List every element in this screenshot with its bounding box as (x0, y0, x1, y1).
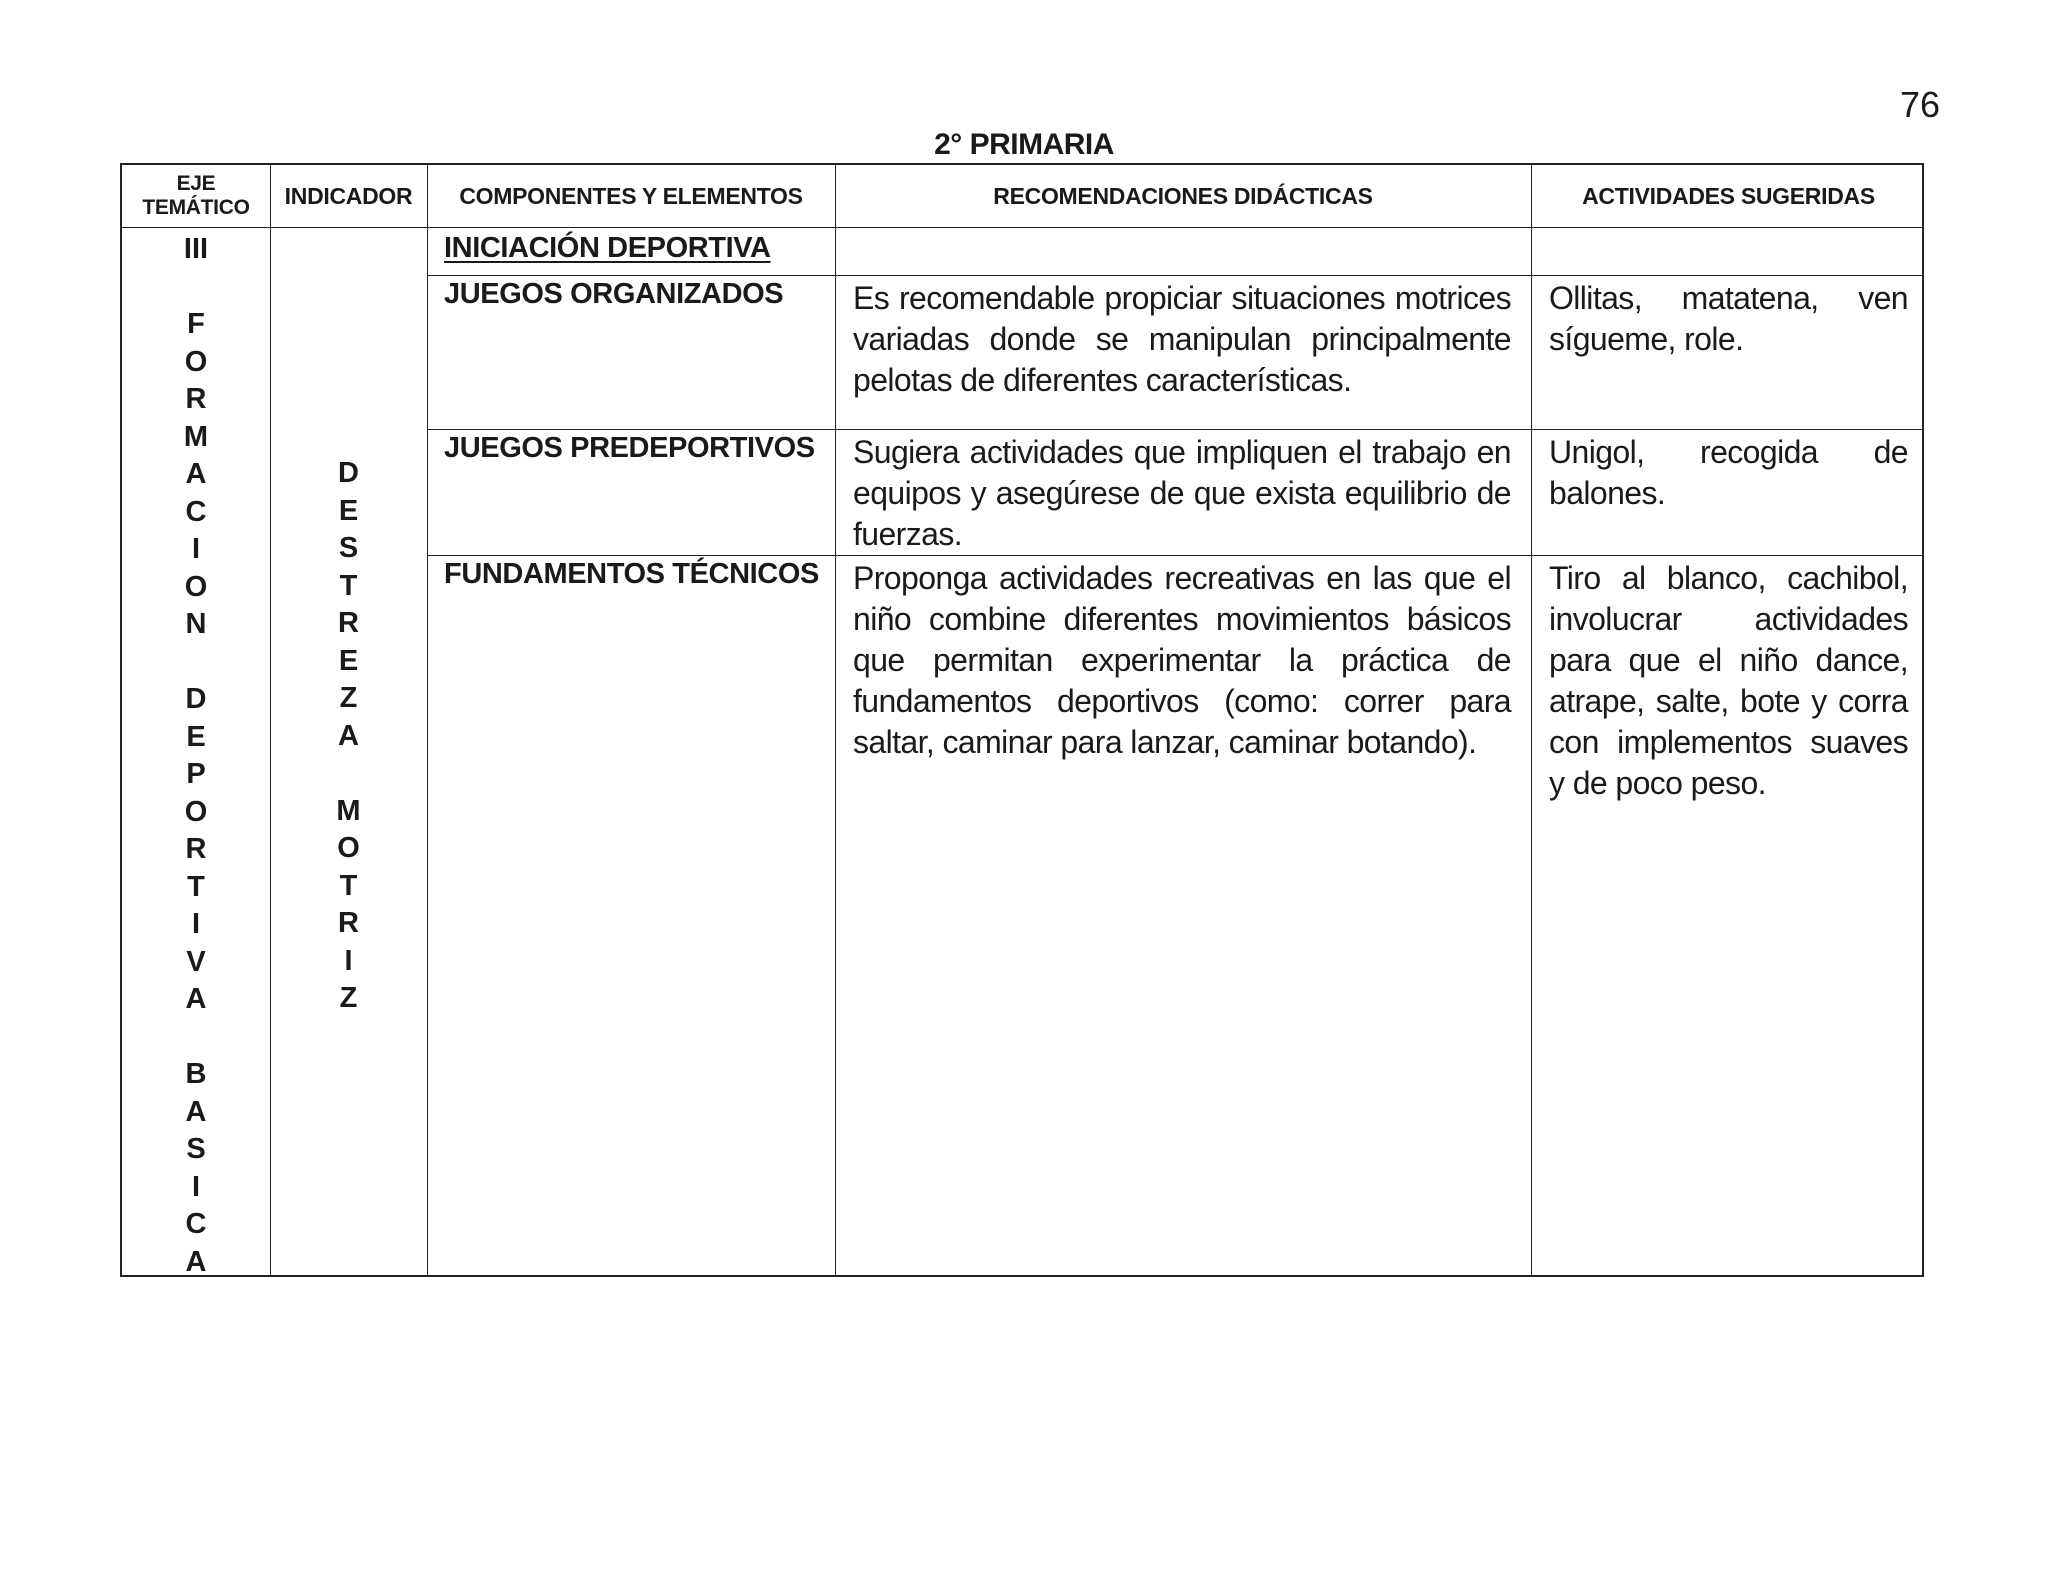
activities-juegos-organizados: Ollitas, matatena, ven sígueme, role. (1549, 280, 1908, 357)
header-eje-tematico: EJE TEMÁTICO (142, 172, 250, 219)
section-title: 2° PRIMARIA (934, 128, 1114, 161)
recommendation-juegos-predeportivos: Sugiera actividades que impliquen el trabajo en equipos y asegúrese de que exista equilibrio de fuerzas. (853, 434, 1511, 552)
page-number: 76 (1899, 84, 1940, 125)
indicador-vertical: D E S T R E Z A M O T R I Z (336, 457, 361, 1014)
column-divider (1531, 165, 1532, 1275)
row-divider (427, 555, 1922, 556)
row-divider (427, 275, 1922, 276)
header-indicador: INDICADOR (284, 182, 413, 209)
row-divider (427, 429, 1922, 430)
recommendation-juegos-organizados: Es recomendable propiciar situaciones motrices variadas donde se manipulan principalmente pelotas de diferentes características. (853, 280, 1511, 398)
recommendation-fundamentos-tecnicos: Proponga actividades recreativas en las que el niño combine diferentes movimientos básicos que permitan experimentar la práctica de fundamentos deportivos (como: correr para saltar, caminar para lanzar, caminar botando). (853, 560, 1511, 760)
header-componentes: COMPONENTES Y ELEMENTOS (459, 182, 803, 209)
curriculum-table (120, 163, 1924, 1277)
activities-juegos-predeportivos: Unigol, recogida de balones. (1549, 434, 1908, 511)
header-actividades: ACTIVIDADES SUGERIDAS (1582, 182, 1875, 209)
header-divider (122, 227, 1922, 228)
component-juegos-organizados: JUEGOS ORGANIZADOS (444, 278, 784, 310)
component-juegos-predeportivos: JUEGOS PREDEPORTIVOS (444, 432, 815, 464)
activities-fundamentos-tecnicos: Tiro al blanco, cachibol, involucrar actividades para que el niño dance, atrape, salte, bote y corra con implementos suaves y de poco peso. (1549, 560, 1908, 801)
component-iniciacion-deportiva: INICIACIÓN DEPORTIVA (444, 232, 771, 264)
column-divider (835, 165, 836, 1275)
eje-tematico-vertical: III F O R M A C I O N D E P O R T I V A B A S I C A (183, 233, 209, 1278)
component-fundamentos-tecnicos: FUNDAMENTOS TÉCNICOS (444, 558, 819, 590)
header-recomendaciones: RECOMENDACIONES DIDÁCTICAS (993, 182, 1373, 209)
column-divider (427, 165, 428, 1275)
